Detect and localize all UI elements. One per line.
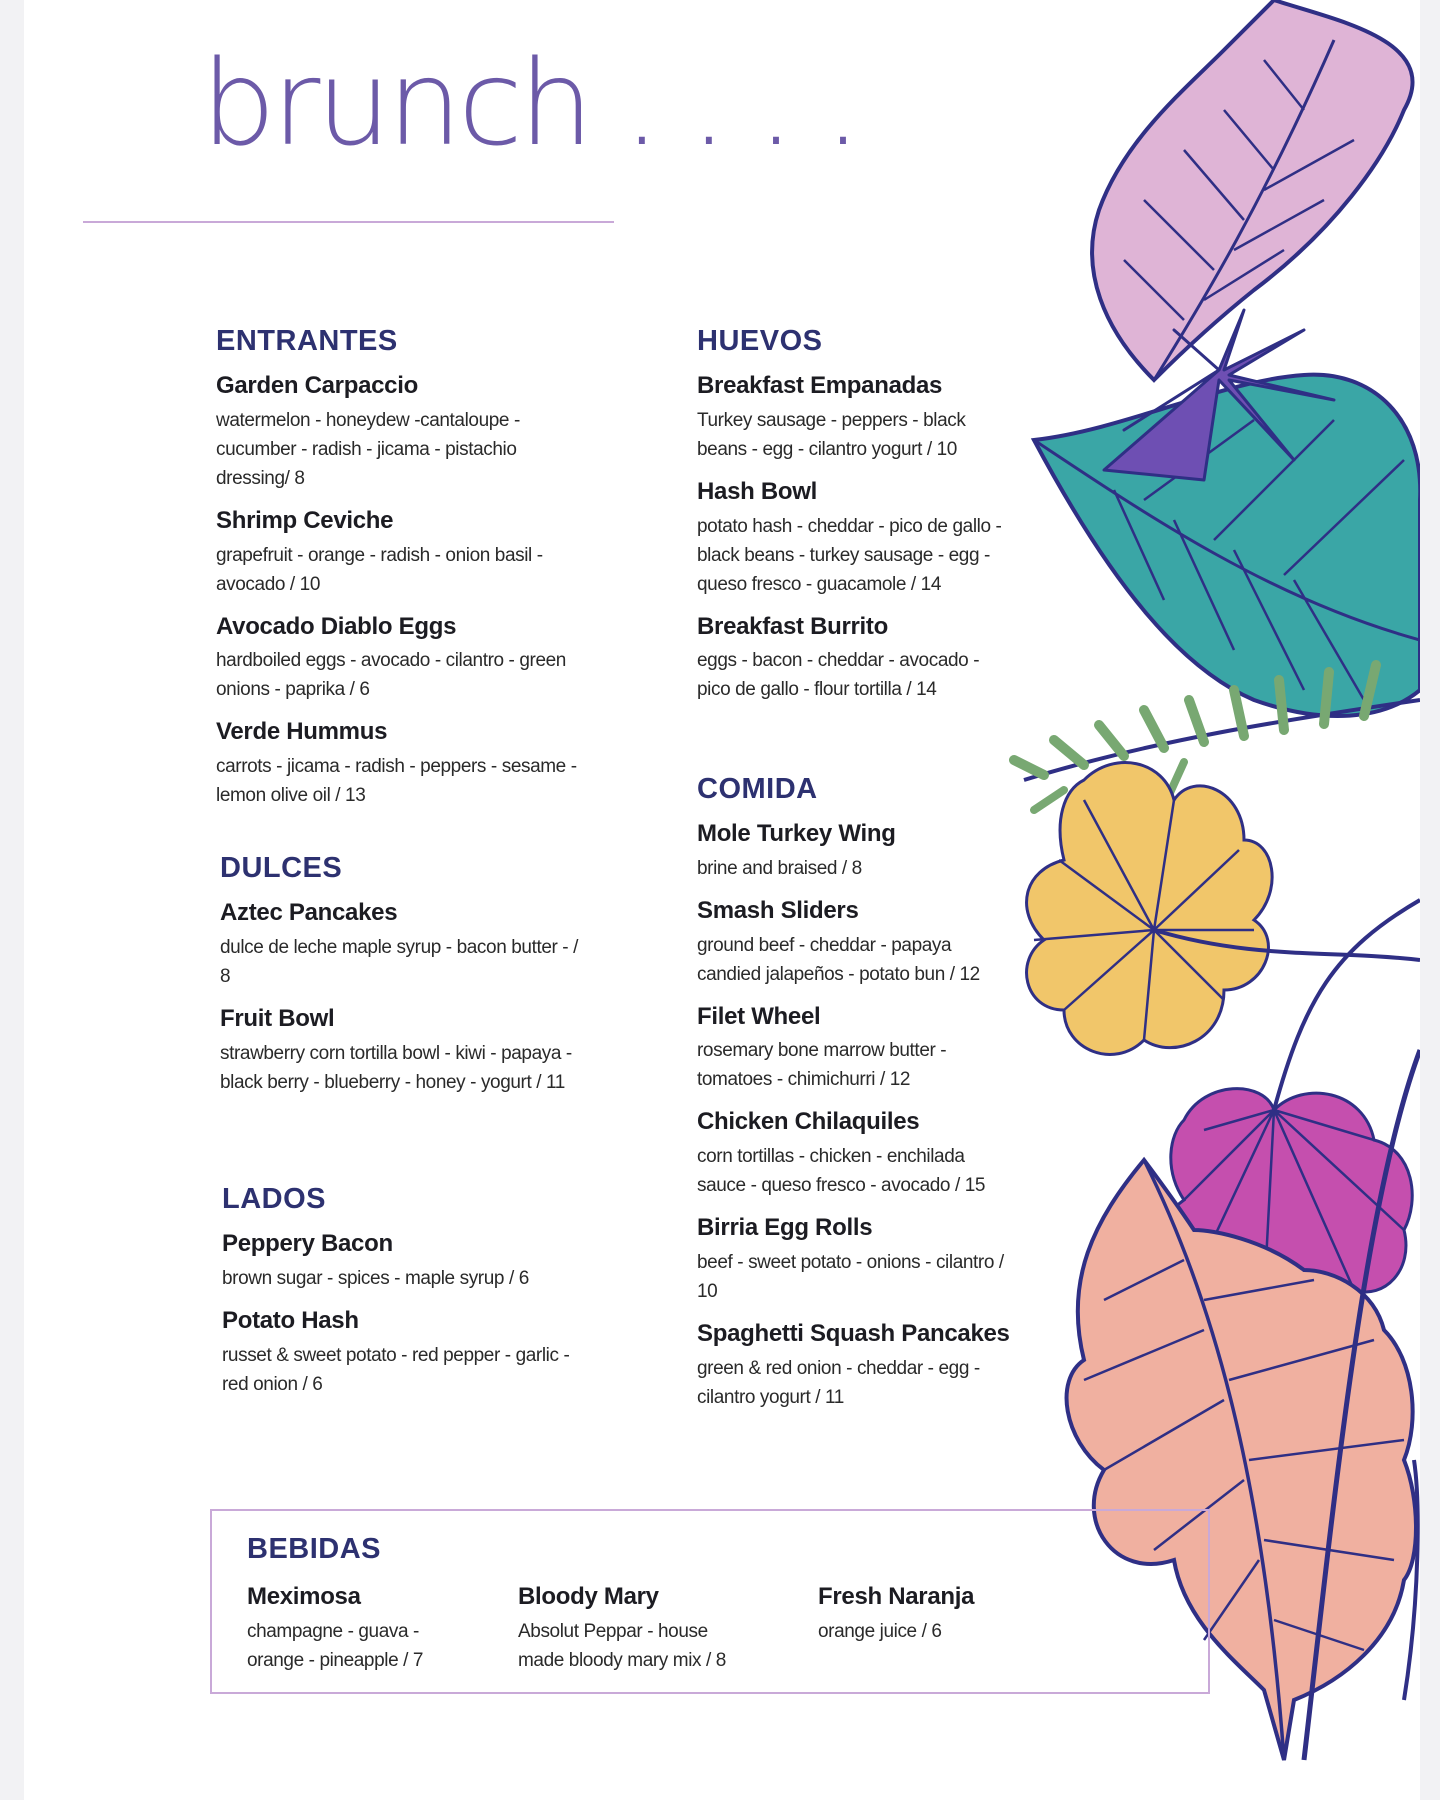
item-description: beef - sweet potato - onions - cilantro / 10 [697, 1251, 1004, 1302]
item-description: grapefruit - orange - radish - onion basil - avocado / 10 [216, 544, 543, 595]
section-comida [697, 773, 1017, 1426]
bebidas-box [210, 1509, 1210, 1694]
menu-item [697, 613, 1017, 705]
section-dulces [220, 852, 590, 1111]
menu-item [697, 820, 1017, 883]
item-name: Meximosa [247, 1583, 361, 1610]
lavender-leaf [1092, 0, 1412, 380]
item-description: orange juice / 6 [818, 1620, 942, 1642]
item-name: Avocado Diablo Eggs [216, 612, 457, 640]
item-name: Aztec Pancakes [220, 899, 398, 926]
item-name: Filet Wheel [697, 1002, 821, 1030]
item-name: Breakfast Empanadas [697, 372, 943, 399]
item-name: Birria Egg Rolls [697, 1214, 873, 1242]
section-heading: ENTRANTES [216, 325, 398, 357]
item-description: Turkey sausage - peppers - black beans - egg - cilantro yogurt / 10 [697, 409, 966, 460]
item-description: dulce de leche maple syrup - bacon butter - / 8 [220, 936, 578, 987]
menu-page [24, 0, 1420, 1800]
yellow-fan [1027, 763, 1273, 1055]
menu-item [818, 1583, 1018, 1646]
item-description: potato hash - cheddar - pico de gallo - black beans - turkey sausage - egg - queso fresco - guacamole / 14 [697, 515, 1002, 595]
menu-item [216, 372, 586, 493]
menu-item [697, 372, 1017, 464]
menu-item [220, 899, 590, 991]
item-description: brine and braised / 8 [697, 857, 862, 879]
section-heading: LADOS [222, 1183, 326, 1215]
section-entrantes [216, 325, 586, 824]
item-name: Garden Carpaccio [216, 372, 418, 399]
menu-title: brunch . . . . [201, 34, 858, 172]
item-description: rosemary bone marrow butter - tomatoes - chimichurri / 12 [697, 1040, 947, 1091]
section-heading: COMIDA [697, 773, 818, 805]
section-heading: BEBIDAS [247, 1533, 382, 1565]
item-description: ground beef - cheddar - papaya candied jalapeños - potato bun / 12 [697, 934, 980, 985]
item-description: watermelon - honeydew -cantaloupe - cucumber - radish - jicama - pistachio dressing/ 8 [216, 409, 520, 489]
menu-item [222, 1307, 592, 1399]
menu-item [216, 507, 586, 599]
item-description: hardboiled eggs - avocado - cilantro - green onions - paprika / 6 [216, 650, 566, 701]
item-description: green & red onion - cheddar - egg - cilantro yogurt / 11 [697, 1357, 980, 1408]
menu-item [518, 1583, 758, 1675]
item-description: champagne - guava - orange - pineapple / 7 [247, 1620, 424, 1671]
menu-item [697, 478, 1017, 599]
item-description: carrots - jicama - radish - peppers - sesame - lemon olive oil / 13 [216, 756, 577, 807]
item-name: Chicken Chilaquiles [697, 1108, 920, 1136]
section-heading: HUEVOS [697, 325, 823, 357]
item-name: Hash Bowl [697, 477, 817, 505]
item-name: Mole Turkey Wing [697, 820, 896, 847]
section-heading: DULCES [220, 852, 343, 884]
item-name: Shrimp Ceviche [216, 506, 394, 534]
menu-item [216, 718, 586, 810]
item-name: Spaghetti Squash Pancakes [697, 1319, 1010, 1347]
item-name: Breakfast Burrito [697, 612, 888, 640]
menu-item [697, 1214, 1017, 1306]
item-description: Absolut Peppar - house made bloody mary mix / 8 [518, 1620, 726, 1671]
item-name: Fresh Naranja [818, 1583, 975, 1610]
menu-item [222, 1230, 592, 1293]
item-name: Verde Hummus [216, 718, 388, 746]
item-description: corn tortillas - chicken - enchilada sauce - queso fresco - avocado / 15 [697, 1146, 986, 1197]
menu-item [220, 1005, 590, 1097]
menu-item [216, 613, 586, 705]
menu-item [697, 1320, 1017, 1412]
title-divider [83, 221, 614, 223]
item-description: strawberry corn tortilla bowl - kiwi - papaya - black berry - blueberry - honey - yogurt / 11 [220, 1042, 572, 1093]
item-name: Smash Sliders [697, 896, 859, 924]
item-description: russet & sweet potato - red pepper - garlic - red onion / 6 [222, 1344, 570, 1395]
teal-leaf [1034, 375, 1420, 716]
menu-item [697, 1108, 1017, 1200]
item-name: Bloody Mary [518, 1583, 659, 1610]
menu-item [697, 897, 1017, 989]
section-huevos [697, 325, 1017, 718]
section-lados [222, 1183, 592, 1413]
menu-item [247, 1583, 447, 1675]
item-name: Fruit Bowl [220, 1004, 335, 1032]
item-description: eggs - bacon - cheddar - avocado - pico de gallo - flour tortilla / 14 [697, 650, 980, 701]
item-name: Peppery Bacon [222, 1230, 393, 1257]
item-description: brown sugar - spices - maple syrup / 6 [222, 1267, 529, 1289]
item-name: Potato Hash [222, 1306, 359, 1334]
menu-item [697, 1003, 1017, 1095]
